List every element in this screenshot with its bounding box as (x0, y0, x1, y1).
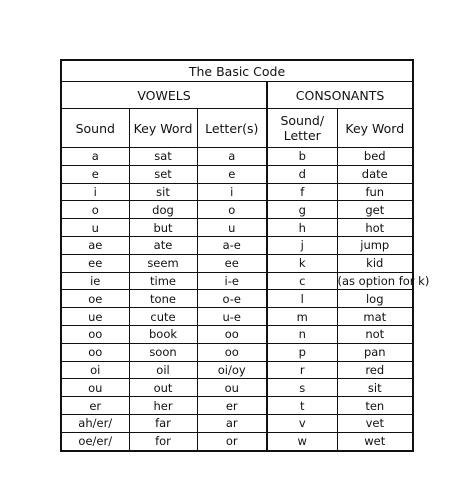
consonant-cell: j (267, 236, 337, 254)
table-row (61, 414, 413, 432)
consonant-key-word-cell: bed (337, 148, 413, 166)
sound-column-header: Sound (61, 109, 129, 148)
consonants-heading: CONSONANTS (267, 82, 413, 109)
key-word-cell: book (129, 325, 197, 343)
letters-cell: oo (197, 325, 267, 343)
vowels-heading: VOWELS (61, 82, 267, 109)
sound-cell: i (61, 183, 129, 201)
table-title: The Basic Code (61, 60, 413, 82)
consonant-cell: k (267, 254, 337, 272)
table-row (61, 272, 413, 290)
letters-cell: u-e (197, 308, 267, 326)
letters-cell: o (197, 201, 267, 219)
table-row (61, 432, 413, 450)
sound-cell: e (61, 165, 129, 183)
letters-cell: a-e (197, 236, 267, 254)
basic-code-chart (60, 59, 430, 452)
table-row (61, 361, 413, 379)
consonant-cell: r (267, 361, 337, 379)
letters-cell: o-e (197, 290, 267, 308)
letters-cell: ar (197, 414, 267, 432)
consonant-cell: g (267, 201, 337, 219)
key-word-cell: time (129, 272, 197, 290)
consonant-cell: c (267, 272, 337, 290)
consonant-cell: v (267, 414, 337, 432)
group-row (61, 82, 413, 109)
table-row (61, 219, 413, 237)
table-row (61, 379, 413, 397)
consonant-key-word-cell: kid (337, 254, 413, 272)
consonant-key-word-cell: (as option for k) (337, 273, 430, 288)
consonant-key-word-cell: fun (337, 183, 413, 201)
consonant-cell: h (267, 219, 337, 237)
table-row (61, 201, 413, 219)
key-word-cell: but (129, 219, 197, 237)
consonant-cell: b (267, 148, 337, 166)
consonant-key-word-cell: mat (337, 308, 413, 326)
consonant-cell: t (267, 397, 337, 415)
consonant-key-word-cell: pan (337, 343, 413, 361)
key-word-cell: oil (129, 361, 197, 379)
consonant-key-word-cell: get (337, 201, 413, 219)
consonant-key-word-cell: not (337, 325, 413, 343)
sound-cell: ie (61, 272, 129, 290)
key-word-cell: seem (129, 254, 197, 272)
table-row (61, 325, 413, 343)
consonant-key-word-cell: jump (337, 236, 413, 254)
table-row (61, 290, 413, 308)
letters-cell: e (197, 165, 267, 183)
sound-cell: oi (61, 361, 129, 379)
consonant-key-word-cell: sit (337, 379, 413, 397)
consonant-cell: d (267, 165, 337, 183)
key-word-cell: for (129, 432, 197, 450)
letters-cell: i-e (197, 272, 267, 290)
table-row (61, 183, 413, 201)
consonant-cell: p (267, 343, 337, 361)
table-row (61, 397, 413, 415)
letters-cell: er (197, 397, 267, 415)
sound-cell: oe/er/ (61, 432, 129, 450)
sound-cell: oo (61, 343, 129, 361)
table-body (61, 148, 430, 451)
key-word-cell: far (129, 414, 197, 432)
sound-cell: o (61, 201, 129, 219)
key-word-cell: out (129, 379, 197, 397)
consonant-key-word-column-header: Key Word (337, 109, 413, 148)
basic-code-table (60, 59, 430, 452)
table-row (61, 343, 413, 361)
letters-cell: oo (197, 343, 267, 361)
letters-cell: a (197, 148, 267, 166)
letters-cell: u (197, 219, 267, 237)
sound-cell: oe (61, 290, 129, 308)
consonant-key-word-cell: ten (337, 397, 413, 415)
letters-cell: ee (197, 254, 267, 272)
letters-column-header: Letter(s) (197, 109, 267, 148)
sound-cell: er (61, 397, 129, 415)
sound-cell: ah/er/ (61, 414, 129, 432)
consonant-key-word-cell: vet (337, 414, 413, 432)
key-word-cell: sit (129, 183, 197, 201)
letters-cell: ou (197, 379, 267, 397)
table-row (61, 254, 413, 272)
table-row (61, 308, 413, 326)
sound-cell: u (61, 219, 129, 237)
letters-cell: or (197, 432, 267, 450)
letters-cell: i (197, 183, 267, 201)
key-word-cell: dog (129, 201, 197, 219)
key-word-cell: her (129, 397, 197, 415)
title-row (61, 60, 413, 82)
sound-cell: a (61, 148, 129, 166)
key-word-cell: cute (129, 308, 197, 326)
sound-cell: ue (61, 308, 129, 326)
sound-cell: ae (61, 236, 129, 254)
consonant-cell: m (267, 308, 337, 326)
consonant-cell: f (267, 183, 337, 201)
sound-cell: ee (61, 254, 129, 272)
consonant-key-word-cell: red (337, 361, 413, 379)
sound-letter-column-header (267, 109, 337, 148)
key-word-column-header: Key Word (129, 109, 197, 148)
consonant-cell: s (267, 379, 337, 397)
key-word-cell: soon (129, 343, 197, 361)
key-word-cell: ate (129, 236, 197, 254)
consonant-cell: n (267, 325, 337, 343)
consonant-key-word-cell: log (337, 290, 413, 308)
sound-letter-header-line-1: Sound/ (280, 113, 325, 128)
sound-letter-header-line-2: Letter (283, 128, 321, 143)
key-word-cell: tone (129, 290, 197, 308)
consonant-key-word-cell: wet (337, 432, 413, 450)
letters-cell: oi/oy (197, 361, 267, 379)
key-word-cell: set (129, 165, 197, 183)
sound-cell: oo (61, 325, 129, 343)
column-header-row (61, 109, 413, 148)
table-row (61, 165, 413, 183)
key-word-cell: sat (129, 148, 197, 166)
consonant-cell: l (267, 290, 337, 308)
consonant-key-word-cell: hot (337, 219, 413, 237)
sound-cell: ou (61, 379, 129, 397)
table-row (61, 148, 413, 166)
table-row (61, 236, 413, 254)
consonant-cell: w (267, 432, 337, 450)
consonant-key-word-cell: date (337, 165, 413, 183)
